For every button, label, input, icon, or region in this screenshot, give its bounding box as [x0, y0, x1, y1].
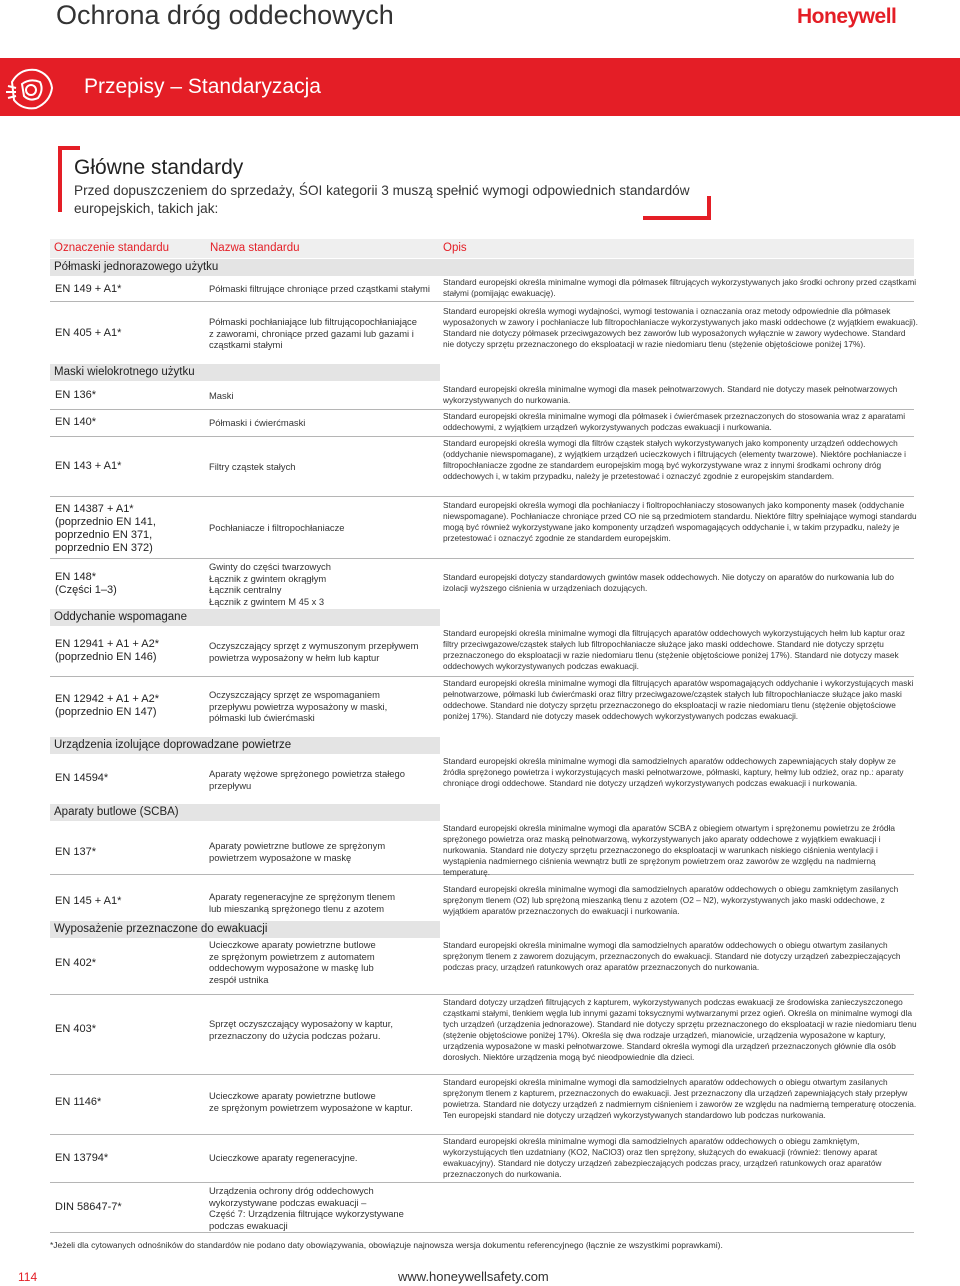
respirator-mask-icon [2, 62, 58, 114]
row-separator [50, 409, 914, 410]
standard-code: EN 14387 + A1* (poprzednio EN 141, poprzednio EN 371, poprzednio EN 372) [55, 503, 156, 554]
standard-desc: Standard europejski określa wymogi wydajności, wymogi testowania i oznaczania oraz metody odpowiednie dla półmasek wyposażonych w zawory i pochłaniacze lub filtropochłaniacze wykorzystywanych jako maski oddechowe (z wyjątkiem ewakuacji). Standard nie dotyczy półmasek przeciwgazowych bez zaworów lub wyposażonych wyłącznie w zawory wydechowe. Standard nie dotyczy sprzętu przeznaczonego do eksploatacji w razie niedomiaru tlenu (stężenie objętościowe poniżej 17%). [443, 306, 918, 349]
standard-desc: Standard europejski określa minimalne wymogi dla masek pełnotwarzowych. Standard nie dotyczy masek pełnotwarzowych wykorzystywanych do nurkowania. [443, 384, 898, 405]
standard-code: EN 140* [55, 416, 96, 428]
standard-name: Aparaty powietrzne butlowe ze sprężonym powietrzem wyposażone w maskę [209, 840, 386, 863]
standard-name: Aparaty wężowe sprężonego powietrza stałego przepływu [209, 768, 405, 791]
standard-name: Półmaski i ćwierćmaski [209, 417, 306, 428]
standard-name: Aparaty regeneracyjne ze sprężonym tlenem lub mieszanką sprężonego tlenu z azotem [209, 891, 396, 914]
row-separator [50, 496, 914, 497]
standard-desc: Standard europejski określa minimalne wymogi dla samodzielnych aparatów oddechowych o obiegu otwartym zasilanych sprężonym tlenem z zaworem dozującym, przeznaczonych do ewakuacji. Standard nie dotyczy urządzeń zabezpieczających podczas pracy, urządzeń ratunkowych oraz aparatów przeznaczonych do nurkowania. [443, 940, 901, 972]
standard-code: DIN 58647-7* [55, 1201, 122, 1213]
row-separator [50, 1074, 914, 1075]
standard-desc: Standard europejski określa minimalne wymogi dla samodzielnych aparatów oddechowych o obiegu zamkniętym, wykorzystujących tlen uzdatniany (KO2, NaClO3) oraz tlen sprężony, służących do ewakuacji (również: tlenowy aparat ewakuacyjny). Standard nie dotyczy urządzeń zabezpieczających podczas pracy, urządzeń ratunkowych oraz aparatów przeznaczonych do nurkowania. [443, 1136, 882, 1179]
frame-left [58, 146, 62, 212]
section-band [0, 58, 960, 116]
section-reusable [50, 364, 440, 381]
standard-desc: Standard europejski określa minimalne wymogi dla samodzielnych aparatów oddechowych o obiegu zamkniętym zasilanych sprężonym tlenem (O2) lub sprężoną mieszanką tlenu z azotem (O2 – N2), wykorzystywanych jako maski oddechowe, z wyjątkiem aparatów przeznaczonych do ewakuacji i nurkowania. [443, 884, 899, 916]
row-separator [50, 1232, 914, 1233]
standard-desc: Standard europejski określa minimalne wymogi dla półmasek i ćwierćmasek przeznaczonych do stosowania wraz z aparatami oddechowymi, z wyjątkiem urządzeń wykorzystywanych podczas ewakuacji i nurkowania. [443, 411, 906, 432]
footer-url[interactable]: www.honeywellsafety.com [398, 1269, 549, 1284]
standard-code: EN 405 + A1* [55, 327, 122, 339]
standard-code: EN 148* (Części 1–3) [55, 571, 117, 596]
standard-name: Filtry cząstek stałych [209, 461, 296, 472]
standard-desc: Standard dotyczy urządzeń filtrujących z kapturem, wykorzystywanych podczas ewakuacji ze środowiska zanieczyszczonego cząstkami stałymi, tlenkiem węgla lub innymi gazami toksycznymi wytwarzanymi przez ogień. Określa on minimalne wymogi dla tych urządzeń (urządzenia jednorazowe). Standard nie dotyczy sprzętu przeznaczonego do eksploatacji w razie niedomiaru tlenu (stężenie objętościowe poniżej 17%). Określa się dwa rodzaje urządzeń, mianowicie, urządzenia wyposażone w kaptury, urządzenia wyposażone w maski pełnotwarzowe. Standard określa wymogi dla urządzeń przeznaczonych głównie dla osób dorosłych. Niektóre urządzenia mogą być nieodpowiednie dla dzieci. [443, 997, 917, 1062]
standard-code: EN 145 + A1* [55, 895, 122, 907]
honeywell-logo[interactable]: Honeywell [797, 5, 897, 28]
standard-code: EN 12942 + A1 + A2* (poprzednio EN 147) [55, 693, 159, 718]
standard-code: EN 403* [55, 1023, 96, 1035]
footnote: *Jeżeli dla cytowanych odnośników do standardów nie podano daty obowiązywania, obowiązuje najnowsza wersja dokumentu referencyjnego (łącznie ze wszystkimi poprawkami). [50, 1240, 723, 1250]
page-number: 114 [18, 1270, 38, 1284]
section-disposable [50, 259, 914, 276]
standard-name: Pochłaniacze i filtropochłaniacze [209, 522, 345, 533]
standard-name: Ucieczkowe aparaty powietrzne butlowe ze sprężonym powietrzem wyposażone w kaptur. [209, 1090, 413, 1113]
standard-desc: Standard europejski określa minimalne wymogi dla samodzielnych aparatów oddechowych o obiegu otwartym zasilanych sprężonym tlenem z kapturem, przeznaczonych do ewakuacji. Jest przeznaczony dla urządzeń zapewniających stały przepływ powietrza. Standard nie dotyczy urządzeń z nadmiernym ciśnieniem i zaworów ze względu na nadmierną temperaturę otoczenia. Ten europejski standard nie dotyczy urządzeń wykorzystywanych standardowo lub podczas nurkowania. [443, 1077, 917, 1120]
standard-name: Sprzęt oczyszczający wyposażony w kaptur, przeznaczony do użycia podczas pożaru. [209, 1018, 393, 1041]
page-header-title: Ochrona dróg oddechowych [56, 0, 394, 30]
standard-name: Urządzenia ochrony dróg oddechowych wykorzystywane podczas ewakuacji – Część 7: Urządzenia filtrujące wykorzystywane podczas ewakuacji [209, 1185, 404, 1231]
standard-name: Ucieczkowe aparaty powietrzne butlowe ze sprężonym powietrzem z automatem oddechowym wyposażone w maskę lub zespół ustnika [209, 939, 376, 985]
standard-code: EN 149 + A1* [55, 283, 122, 295]
standard-name: Maski [209, 390, 234, 401]
standard-name: Gwinty do części twarzowych Łącznik z gwintem okrągłym Łącznik centralny Łącznik z gwintem M 45 x 3 [209, 561, 331, 607]
standard-desc: Standard europejski określa minimalne wymogi dla filtrujących aparatów oddechowych wykorzystujących hełm lub kaptur oraz filtry przeciwgazowe/cząstek stałych lub filtropochłaniacze służące jako maski oddechowe. Standard nie dotyczy sprzętu przeznaczonego do eksploatacji w razie niedomiaru tlenu (stężenie objętościowe poniżej 17%). Standard nie dotyczy masek oddechowych wykorzystywanych podczas ewakuacji. [443, 628, 906, 671]
standard-desc: Standard europejski dotyczy standardowych gwintów masek oddechowych. Nie dotyczy on aparatów do nurkowania lub do izolacji wyższego ciśnienia w urządzeniach dozujących. [443, 572, 895, 593]
section-escape [50, 921, 440, 938]
row-separator [50, 1134, 914, 1135]
column-header-name: Nazwa standardu [210, 242, 300, 254]
standard-code: EN 13794* [55, 1152, 109, 1164]
section-label: Oddychanie wspomagane [54, 611, 187, 623]
standard-name: Półmaski filtrujące chroniące przed cząstkami stałymi [209, 283, 430, 294]
row-separator [50, 1182, 914, 1183]
standard-code: EN 143 + A1* [55, 460, 122, 472]
standard-desc: Standard europejski określa minimalne wymogi dla filtrujących aparatów wspomagających oddychanie i wykorzystujących maski pełnotwarzowe, półmaski lub ćwierćmaski oraz filtry przeciwgazowe/cząstek stałych lub filtropochłaniacze służące jako maski oddechowe. Standard nie dotyczy sprzętu przeznaczonego do eksploatacji w razie niedomiaru tlenu (stężenie objętościowe poniżej 17%). Standard nie dotyczy masek oddechowych wykorzystywanych podczas ewakuacji. [443, 678, 914, 721]
row-separator [50, 676, 914, 677]
row-separator [50, 558, 914, 559]
band-title: Przepisy – Standaryzacja [84, 75, 321, 98]
standard-desc: Standard europejski określa minimalne wymogi dla aparatów SCBA z obiegiem otwartym i sprężonemu powietrzu ze źródła sprężonego powietrza oraz maską pełnotwarzową, wykorzystywanych jako aparaty oddechowe z wyjątkiem ewakuacji i nurkowania. Standard nie dotyczy sprzętu przeznaczonego do eksploatacji w warunkach niskiego ciśnienia wentylacji i wystąpienia nadmiernego ciśnienia wewnątrz butli ze sprężonym powietrzem oraz zaworów ze względu na nadmierną temperaturę. [443, 823, 895, 877]
standard-name: Półmaski pochłaniające lub filtrującopochłaniające z zaworami, chroniące przed gazami lub gazami i cząstkami stałymi [209, 316, 417, 350]
standard-desc: Standard europejski określa wymogi dla filtrów cząstek stałych wykorzystywanych jako komponenty urządzeń oddechowych (oddychanie niewspomagane), z wyjątkiem urządzeń ucieczkowych i filtrujących (elementy twarzowe). Niektóre pochłaniacze i filtropochłaniacze zgodne ze standardem europejskim mogą być wykorzystywane wraz z innymi środkami ochrony dróg oddechowych i, w takim przypadku, należy je przetestować i oznaczyć zgodnie z europejskim standardem. [443, 438, 906, 481]
column-header-row [50, 239, 914, 258]
main-title: Główne standardy [74, 156, 244, 179]
standard-name: Ucieczkowe aparaty regeneracyjne. [209, 1152, 358, 1163]
row-separator [50, 994, 914, 995]
standard-desc: Standard europejski określa minimalne wymogi dla półmasek filtrujących wykorzystywanych jako środki ochrony przed cząstkami stałymi (pomijając ewakuację). [443, 277, 917, 298]
standard-name: Oczyszczający sprzęt z wymuszonym przepływem powietrza wyposażony w hełm lub kaptur [209, 640, 419, 663]
standard-code: EN 136* [55, 389, 96, 401]
section-label: Maski wielokrotnego użytku [54, 366, 195, 378]
section-scba [50, 804, 440, 821]
column-header-desc: Opis [443, 242, 467, 254]
intro-text: Przed dopuszczeniem do sprzedaży, ŚOI kategorii 3 muszą spełnić wymogi odpowiednich standardów europejskich, takich jak: [74, 183, 690, 216]
section-label: Półmaski jednorazowego użytku [54, 261, 219, 273]
section-label: Urządzenia izolujące doprowadzane powietrze [54, 739, 292, 751]
standard-name: Oczyszczający sprzęt ze wspomaganiem przepływu powietrza wyposażony w maski, półmaski lub ćwierćmaski [209, 689, 388, 723]
standard-code: EN 402* [55, 957, 96, 969]
standard-desc: Standard europejski określa minimalne wymogi dla samodzielnych aparatów oddechowych zapewniających stały dopływ ze źródła sprężonego powietrza i wykorzystujących maski pełnotwarzowe, półmaski, kaptury, hełmy lub odzież, oraz np.: aparaty chroniące drogi oddechowe. Standard nie dotyczy urządzeń wykorzystywanych podczas ewakuacji i nurkowania. [443, 756, 904, 788]
standard-code: EN 137* [55, 846, 96, 858]
section-label: Aparaty butlowe (SCBA) [54, 806, 179, 818]
row-separator [50, 301, 914, 302]
frame-left-top [58, 146, 80, 150]
column-header-code: Oznaczenie standardu [54, 242, 170, 254]
section-powered [50, 609, 440, 626]
standard-code: EN 14594* [55, 772, 109, 784]
standard-code: EN 1146* [55, 1096, 102, 1108]
row-separator [50, 436, 914, 437]
standard-code: EN 12941 + A1 + A2* (poprzednio EN 146) [55, 638, 159, 663]
section-label: Wyposażenie przeznaczone do ewakuacji [54, 923, 268, 935]
standard-desc: Standard europejski określa wymogi dla pochłaniaczy i fioltropochłaniaczy stosowanych jako komponenty masek (oddychanie niewspomagane). Pochłaniacze chroniące przed CO nie są przedmiotem standardu. Niektóre filtry spełniające wymogi standardu mogą być również wykorzystywane jako komponenty urządzeń wspomagających oddychanie i, w takim przypadku, należy je przetestować i oznaczyć zgodnie ze standardem europejskim. [443, 500, 917, 543]
section-supplied-air [50, 737, 440, 754]
